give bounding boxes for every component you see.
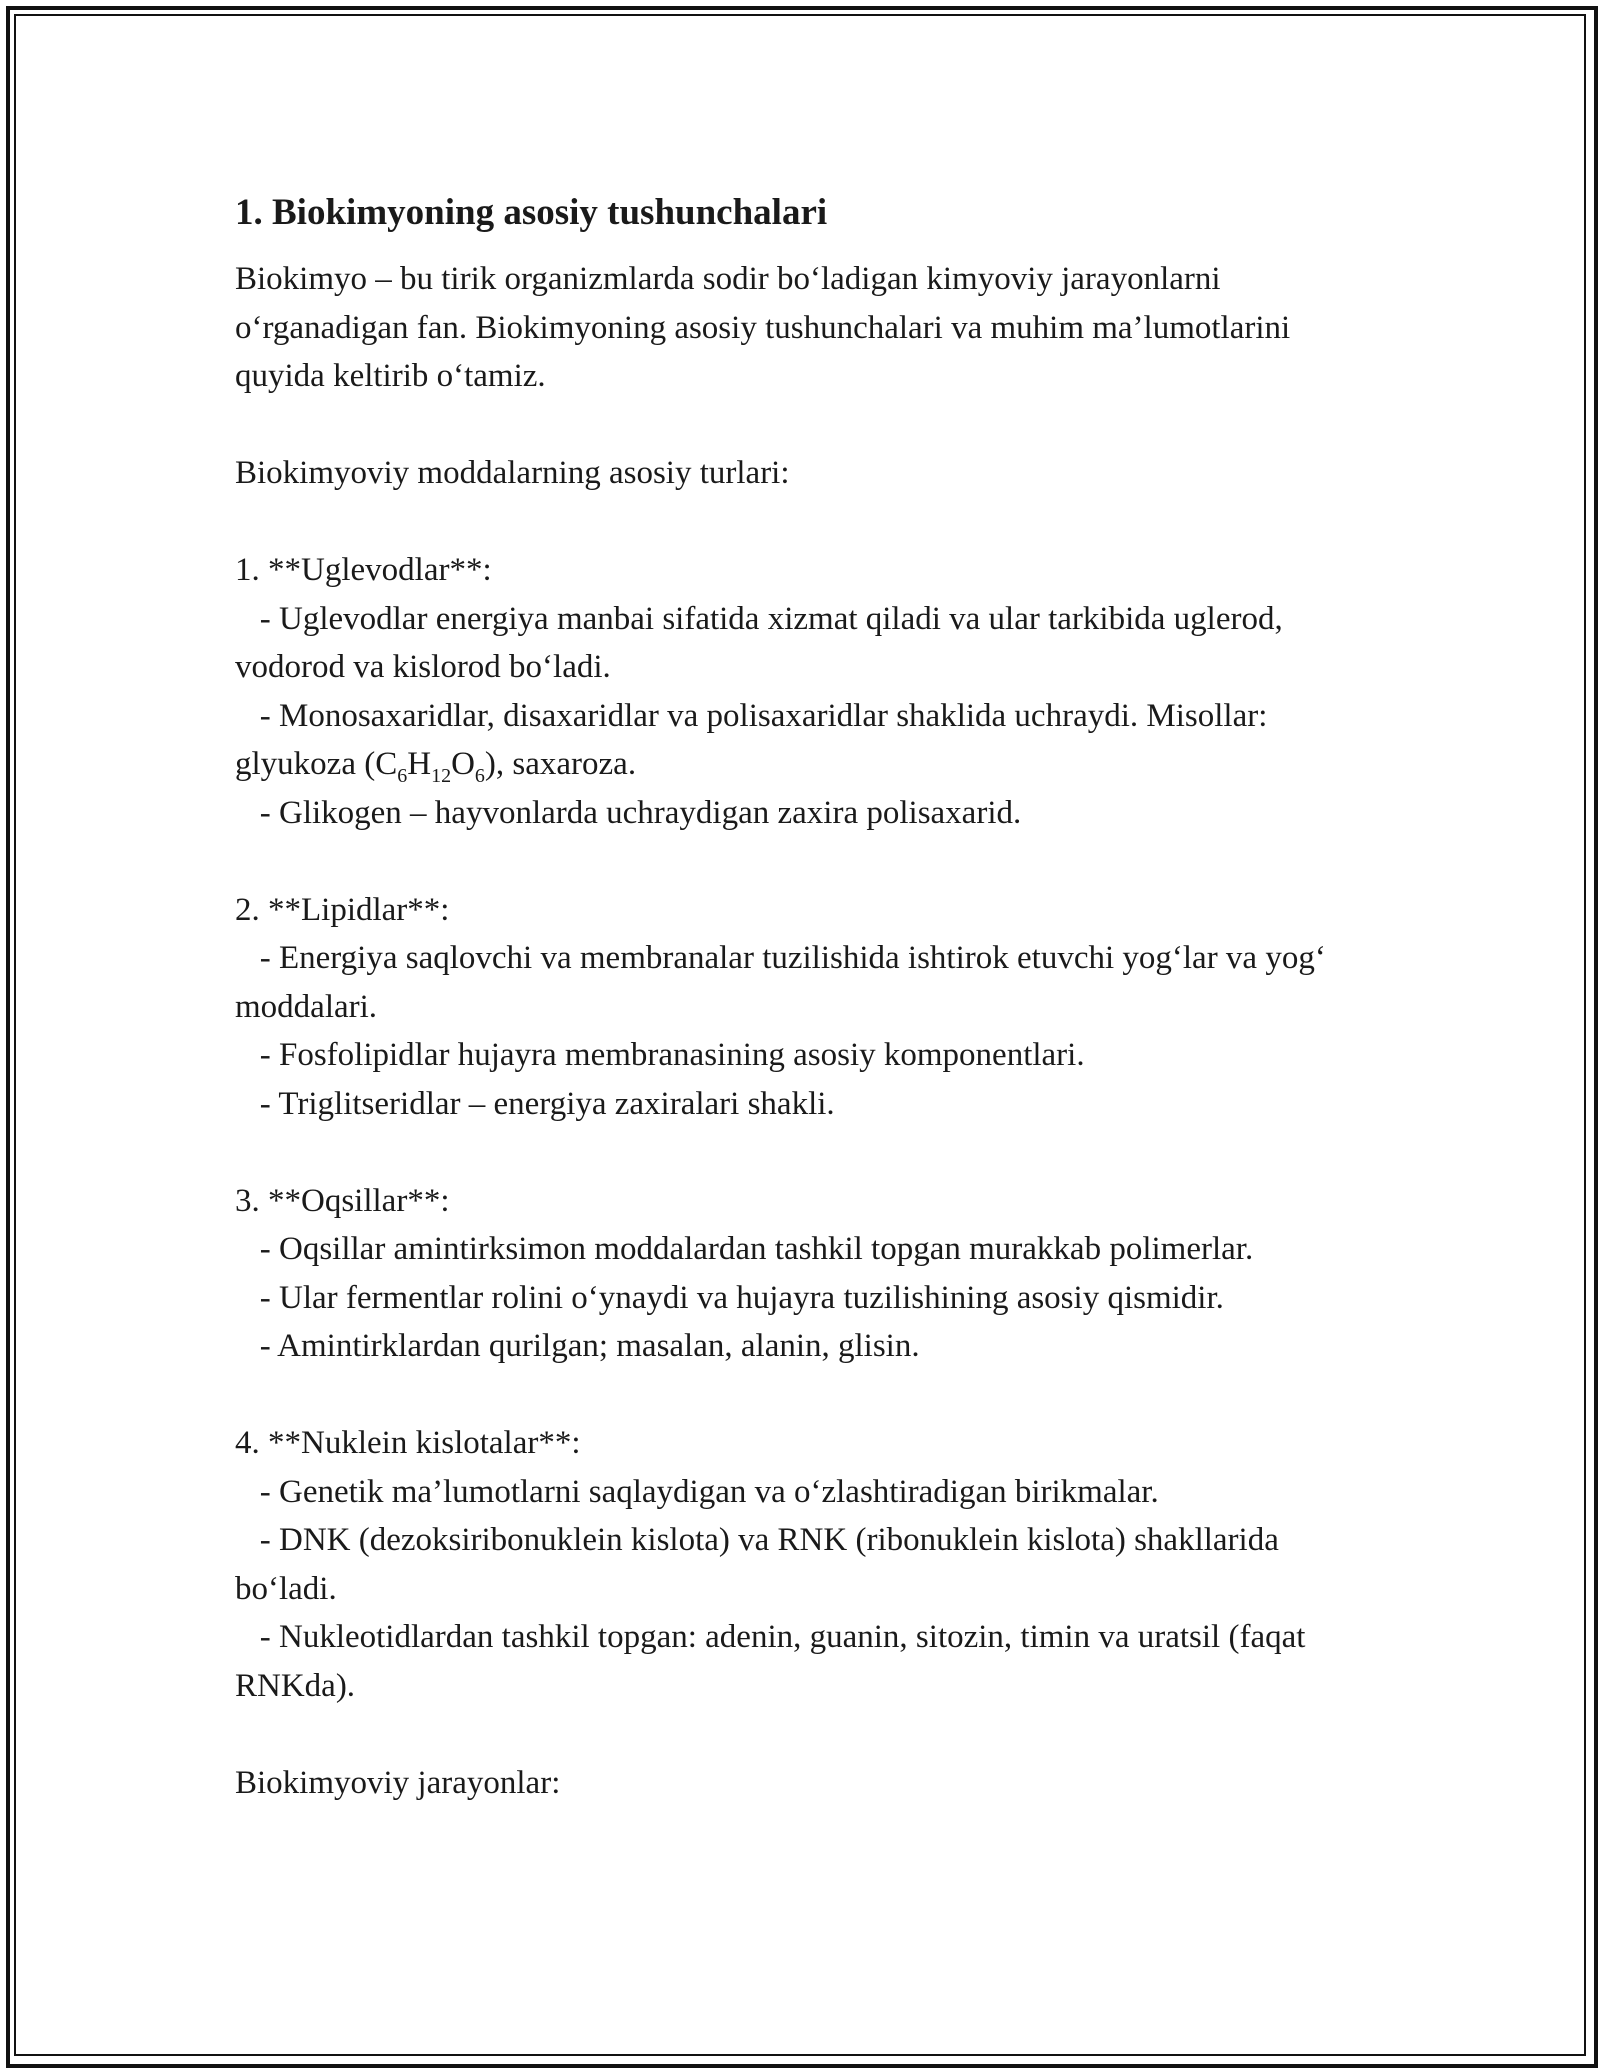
document-body bbox=[235, 185, 1385, 1807]
formula-glucose: $C_6H_{12}O_6$ bbox=[375, 746, 485, 787]
section-heading: 2. **Lipidlar**: bbox=[235, 891, 450, 928]
list-item: - DNK (dezoksiribonuklein kislota) va RNK (ribonuklein kislota) shakllarida bo‘ladi. bbox=[235, 1522, 1288, 1607]
spacer bbox=[235, 1710, 1385, 1759]
page-title: 1. Biokimyoning asosiy tushunchalari bbox=[235, 192, 828, 233]
list-item: - Glikogen – hayvonlarda uchraydigan zaxira polisaxarid. bbox=[259, 794, 1022, 831]
list-item: - Triglitseridlar – energiya zaxiralari shakli. bbox=[259, 1085, 835, 1122]
list-item: - Genetik ma’lumotlarni saqlaydigan va o‘zlashtiradigan birikmalar. bbox=[259, 1473, 1159, 1510]
section-heading: 4. **Nuklein kislotalar**: bbox=[235, 1425, 581, 1461]
spacer bbox=[235, 498, 1385, 547]
section-heading: 1. **Uglevodlar**: bbox=[235, 552, 492, 588]
section-heading: 3. **Oqsillar**: bbox=[235, 1182, 450, 1219]
list-item: - Ular fermentlar rolini o‘ynaydi va hujayra tuzilishining asosiy qismidir. bbox=[259, 1279, 1224, 1316]
spacer bbox=[235, 1128, 1385, 1177]
intro-paragraph: Biokimyo – bu tirik organizmlarda sodir bo‘ladigan kimyoviy jarayonlarni o‘rganadigan fan. Biokimyoning asosiy tushunchalari va muhim ma’lumotlarini quyida keltirib o‘tamiz. bbox=[235, 261, 1299, 394]
list-item: - Fosfolipidlar hujayra membranasining asosiy komponentlari. bbox=[259, 1037, 1085, 1073]
list-item: - Energiya saqlovchi va membranalar tuzilishida ishtirok etuvchi yog‘lar va yog‘ moddalari. bbox=[235, 940, 1335, 1025]
list-item: - Monosaxaridlar, disaxaridlar va polisaxaridlar shaklida uchraydi. Misollar: glyukoza $(C_6H_{12}O_6)$, saxaroza. bbox=[235, 697, 1276, 787]
processes-heading: Biokimyoviy jarayonlar: bbox=[235, 1764, 561, 1801]
spacer bbox=[235, 401, 1385, 450]
list-item: - Uglevodlar energiya manbai sifatida xizmat qiladi va ular tarkibida uglerod, vodorod va kislorod bo‘ladi. bbox=[235, 600, 1291, 685]
list-item: - Oqsillar amintirksimon moddalardan tashkil topgan murakkab polimerlar. bbox=[259, 1231, 1254, 1267]
list-item: - Amintirklardan qurilgan; masalan, alanin, glisin. bbox=[259, 1328, 920, 1364]
spacer bbox=[235, 837, 1385, 886]
list-item: - Nukleotidlardan tashkil topgan: adenin, guanin, sitozin, timin va uratsil (faqat RNKda). bbox=[235, 1619, 1314, 1704]
section-uglevodlar bbox=[235, 546, 1385, 837]
section-nuklein-kislotalar bbox=[235, 1419, 1385, 1710]
spacer bbox=[235, 1371, 1385, 1420]
types-heading: Biokimyoviy moddalarning asosiy turlari: bbox=[235, 455, 790, 491]
section-lipidlar bbox=[235, 886, 1385, 1129]
section-oqsillar bbox=[235, 1177, 1385, 1371]
